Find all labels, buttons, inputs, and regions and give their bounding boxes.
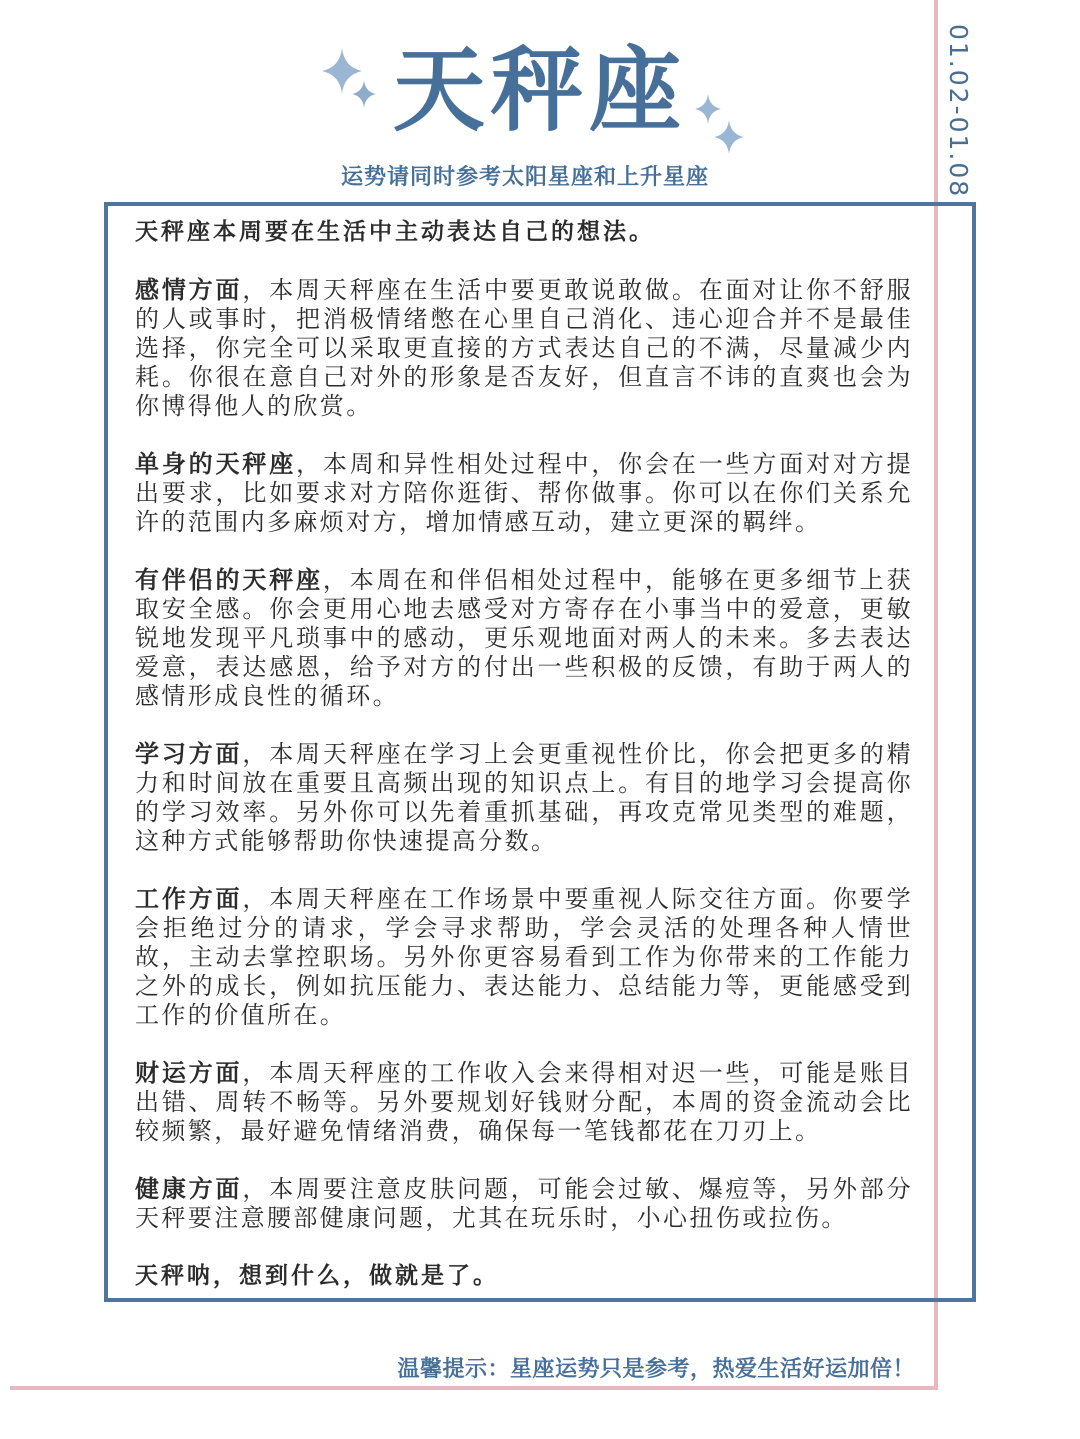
horoscope-content bbox=[135, 218, 913, 1320]
section-label: 学习方面 bbox=[135, 740, 243, 768]
section-label: 工作方面 bbox=[135, 885, 243, 913]
section-text: ，本周天秤座在学习上会更重视性价比，你会把更多的精力和时间放在重要且高频出现的知识点上。有目的地学习会提高你的学习效率。另外你可以先着重抓基础，再攻克常见类型的难题，这种方式能够帮助你快速提高分数。 bbox=[135, 740, 913, 855]
section-text: ，本周天秤座的工作收入会来得相对迟一些，可能是账目出错、周转不畅等。另外要规划好钱财分配，本周的资金流动会比较频繁，最好避免情绪消费，确保每一笔钱都花在刀刃上。 bbox=[135, 1059, 913, 1145]
intro-text: 天秤座本周要在生活中主动表达自己的想法。 bbox=[135, 219, 655, 245]
section-health bbox=[135, 1175, 913, 1233]
section-text: ，本周天秤座在工作场景中要重视人际交往方面。你要学会拒绝过分的请求，学会寻求帮助，学会灵活的处理各种人情世故，主动去掌控职场。另外你更容易看到工作为你带来的工作能力之外的成长，例如抗压能力、表达能力、总结能力等，更能感受到工作的价值所在。 bbox=[135, 885, 913, 1029]
section-single bbox=[135, 450, 913, 537]
section-label: 健康方面 bbox=[135, 1175, 243, 1203]
footer-tip: 温馨提示：星座运势只是参考，热爱生活好运加倍！ bbox=[397, 1357, 915, 1382]
section-work bbox=[135, 885, 913, 1030]
date-range: 01.02-01.08 bbox=[944, 24, 973, 199]
section-text: ，本周在和伴侣相处过程中，能够在更多细节上获取安全感。你会更用心地去感受对方寄存在小事当中的爱意，更敏锐地发现平凡琐事中的感动，更乐观地面对两人的未来。多去表达爱意，表达感恩，给予对方的付出一些积极的反馈，有助于两人的感情形成良性的循环。 bbox=[135, 566, 913, 710]
section-love bbox=[135, 276, 913, 421]
section-text: ，本周天秤座在生活中要更敢说敢做。在面对让你不舒服的人或事时，把消极情绪憋在心里自己消化、违心迎合并不是最佳选择，你完全可以采取更直接的方式表达自己的不满，尽量减少内耗。你很在意自己对外的形象是否友好，但直言不讳的直爽也会为你博得他人的欣赏。 bbox=[135, 276, 913, 420]
section-label: 单身的天秤座 bbox=[135, 450, 297, 478]
section-study bbox=[135, 740, 913, 856]
section-wealth bbox=[135, 1059, 913, 1146]
section-text: ，本周要注意皮肤问题，可能会过敏、爆痘等，另外部分天秤要注意腰部健康问题，尤其在玩乐时，小心扭伤或拉伤。 bbox=[135, 1175, 913, 1232]
pink-horizontal-line bbox=[10, 1386, 938, 1390]
section-label: 有伴侣的天秤座 bbox=[135, 566, 323, 594]
section-label: 感情方面 bbox=[135, 276, 243, 304]
section-label: 财运方面 bbox=[135, 1059, 243, 1087]
subtitle: 运势请同时参考太阳星座和上升星座 bbox=[340, 165, 709, 190]
outro-text: 天秤呐，想到什么，做就是了。 bbox=[135, 1263, 499, 1289]
section-text: ，本周和异性相处过程中，你会在一些方面对对方提出要求，比如要求对方陪你逛街、帮你做事。你可以在你们关系允许的范围内多麻烦对方，增加情感互动，建立更深的羁绊。 bbox=[135, 450, 913, 536]
page-title: 天秤座 bbox=[392, 37, 687, 144]
section-partnered bbox=[135, 566, 913, 711]
